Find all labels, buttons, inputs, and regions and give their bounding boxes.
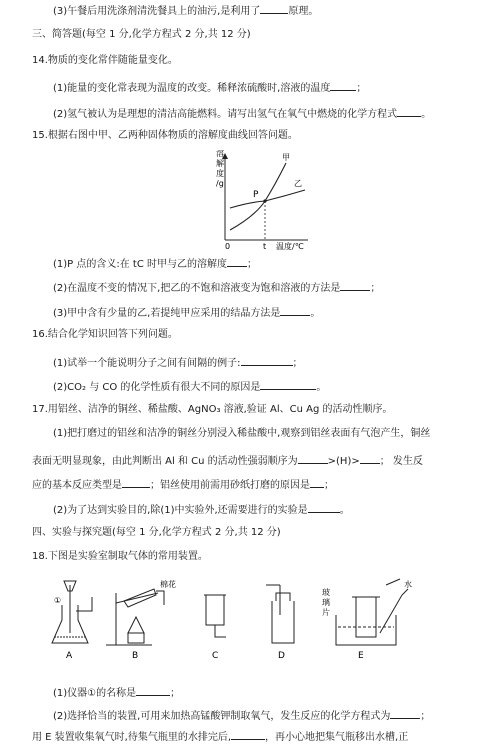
blank[interactable] — [231, 728, 265, 740]
blank[interactable] — [136, 684, 170, 696]
label-boli: 玻 — [322, 588, 330, 597]
apparatus-illustration — [40, 575, 460, 665]
jia-label: 甲 — [282, 153, 290, 162]
label-mark1: ① — [54, 596, 62, 605]
label-d: D — [278, 651, 285, 661]
q15-title: 15.根据右图中甲、乙两种固体物质的溶解度曲线回答问题。 — [32, 130, 298, 141]
svg-text:度: 度 — [216, 169, 224, 178]
q13-3-line: (3)午餐后用洗涤剂清洗餐具上的油污,是利用了 原理。 — [53, 2, 318, 18]
blank[interactable] — [330, 79, 356, 91]
xlabel: 温度/℃ — [276, 242, 304, 250]
blank[interactable] — [260, 378, 316, 390]
label-mianhua: 棉花 — [160, 580, 176, 589]
q17-1-cont2: 应的基本反应类型是 ；铝丝使用前需用砂纸打磨的原因是 ； — [32, 476, 334, 492]
apparatus-e — [336, 579, 408, 645]
t-label: t — [263, 242, 267, 250]
point-p — [263, 199, 266, 202]
label-shui: 水 — [404, 580, 412, 589]
apparatus-d — [266, 585, 294, 643]
blank[interactable] — [241, 354, 293, 366]
p-label: P — [253, 190, 259, 200]
yi-label: 乙 — [294, 179, 302, 188]
label-c: C — [212, 651, 219, 661]
q14-2: (2)氢气被认为是理想的清洁高能燃料。请写出氢气在氧气中燃烧的化学方程式 。 — [53, 105, 431, 121]
label-a: A — [66, 651, 73, 661]
q16-1: (1)试举一个能说明分子之间有间隔的例子: ； — [53, 354, 303, 370]
label-b: B — [132, 651, 139, 661]
blank[interactable] — [308, 501, 340, 513]
q15-1: (1)P 点的含义:在 tC 时甲与乙的溶解度 ； — [53, 255, 257, 271]
q18-1: (1)仪器①的名称是 ； — [53, 684, 180, 700]
svg-text:片: 片 — [322, 608, 330, 617]
q16-title: 16.结合化学知识回答下列问题。 — [32, 329, 178, 340]
ylabel-1: 溶 — [216, 150, 224, 158]
apparatus-a — [52, 581, 92, 643]
q17-1-cont: 表面无明显现象，由此判断出 Al 和 Cu 的活动性强弱顺序为 >(H)> ； 发生反 — [32, 452, 423, 468]
blank[interactable] — [360, 452, 380, 464]
blank[interactable] — [227, 255, 247, 267]
q17-title: 17.用铝丝、洁净的铜丝、稀盐酸、AgNO₃ 溶液,验证 Al、Cu Ag 的活动性顺序。 — [32, 404, 393, 415]
blank[interactable] — [310, 476, 324, 488]
svg-text:/g: /g — [216, 179, 224, 188]
blank[interactable] — [260, 2, 288, 14]
section-3-heading: 三、简答题(每空 1 分,化学方程式 2 分,共 12 分) — [32, 29, 251, 40]
origin-label: 0 — [225, 242, 231, 250]
q14-1: (1)能量的变化常表现为温度的改变。稀释浓硫酸时,溶液的温度 ； — [53, 79, 366, 95]
q16-2: (2)CO₂ 与 CO 的化学性质有很大不同的原因是 。 — [53, 378, 326, 394]
svg-text:解: 解 — [216, 159, 224, 168]
q18-title: 18.下图是实验室制取气体的常用装置。 — [32, 551, 208, 562]
svg-text:璃: 璃 — [322, 598, 330, 607]
section-4-heading: 四、实验与探究题(每空 1 分,化学方程式 2 分,共 12 分) — [32, 527, 281, 538]
q18-2-cont: 用 E 装置收集氧气时,待集气瓶里的水排完后, ，再小心地把集气瓶移出水槽,正 — [32, 728, 408, 744]
curve-yi — [230, 190, 305, 208]
blank[interactable] — [397, 105, 421, 117]
apparatus-b — [106, 589, 164, 645]
blank[interactable] — [280, 304, 310, 316]
q15-2: (2)在温度不变的情况下,把乙的不饱和溶液变为饱和溶液的方法是 ； — [53, 279, 380, 295]
blank[interactable] — [390, 707, 420, 719]
blank[interactable] — [340, 279, 370, 291]
q18-2: (2)选择恰当的装置,可用来加热高锰酸钾制取氧气，发生反应的化学方程式为 ； — [53, 707, 430, 723]
solubility-graph — [190, 150, 320, 250]
apparatus-c — [204, 595, 226, 637]
blank[interactable] — [122, 476, 150, 488]
q15-3: (3)甲中含有少量的乙,若提纯甲应采用的结晶方法是 。 — [53, 304, 320, 320]
q14-title: 14.物质的变化常伴随能量变化。 — [32, 55, 178, 66]
label-e: E — [358, 651, 364, 661]
q17-1: (1)把打磨过的铝丝和洁净的铜丝分别浸入稀盐酸中,观察到铝丝表面有气泡产生，铜丝 — [53, 428, 431, 439]
blank[interactable] — [298, 452, 328, 464]
q17-2: (2)为了达到实验目的,除(1)中实验外,还需要进行的实验是 。 — [53, 501, 350, 517]
